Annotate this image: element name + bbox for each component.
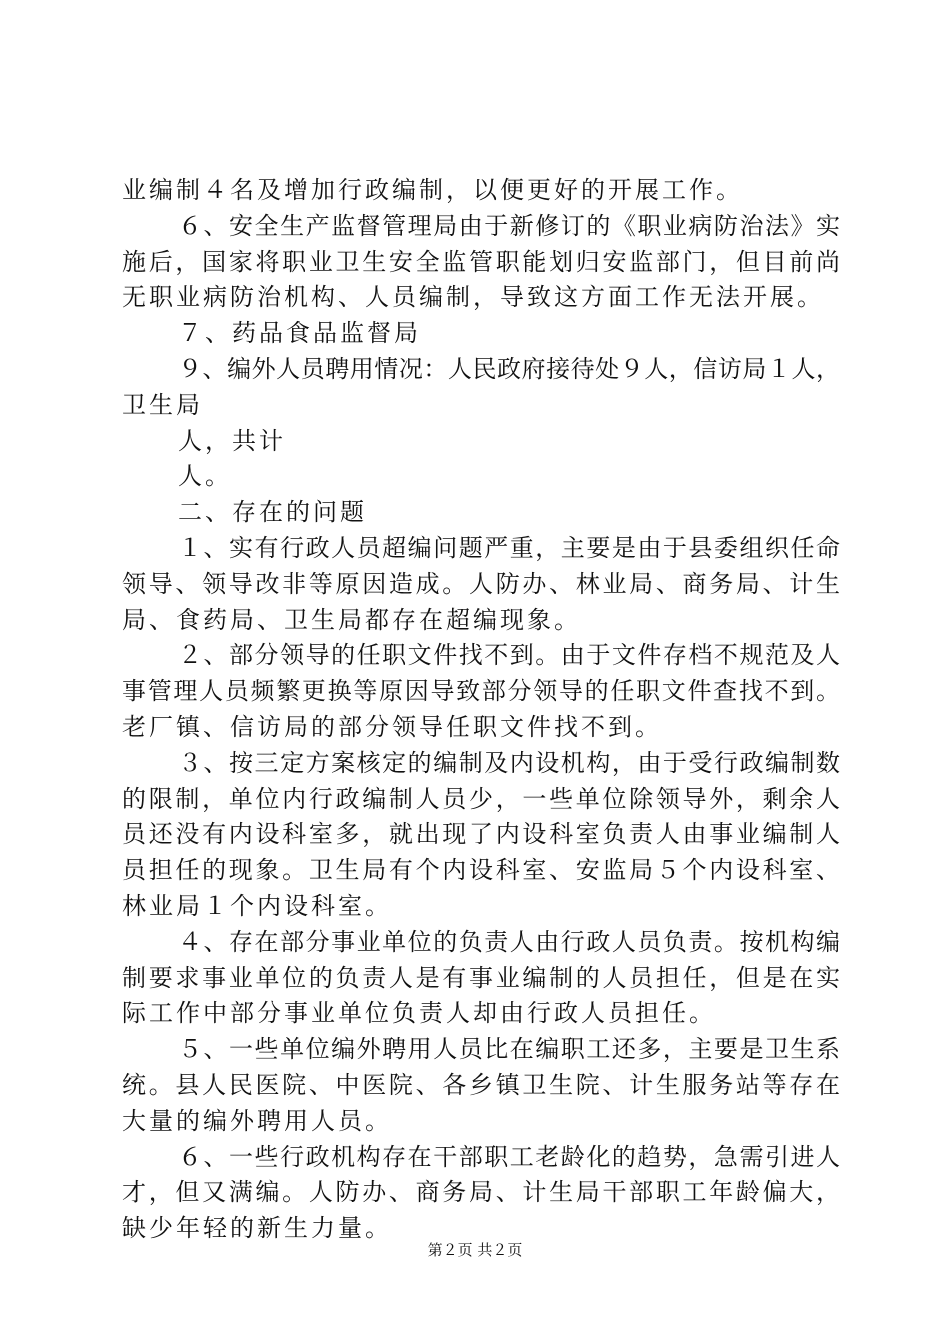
- text-line: １、实有行政人员超编问题严重，主要是由于县委组织任命: [178, 534, 840, 562]
- text-line: 统。县人民医院、中医院、各乡镇卫生院、计生服务站等存在: [122, 1071, 840, 1099]
- text-line: ５、一些单位编外聘用人员比在编职工还多，主要是卫生系: [178, 1035, 840, 1064]
- text-line: 的限制，单位内行政编制人员少，一些单位除领导外，剩余人: [122, 784, 840, 813]
- text-line: 事管理人员频繁更换等原因导致部分领导的任职文件查找不到。: [122, 677, 840, 706]
- text-line: ６、一些行政机构存在干部职工老龄化的趋势，急需引进人: [178, 1142, 840, 1171]
- text-line: ２、部分领导的任职文件找不到。由于文件存档不规范及人: [178, 641, 840, 670]
- text-line: ７、药品食品监督局: [178, 319, 421, 348]
- text-line: 员担任的现象。卫生局有个内设科室、安监局５个内设科室、: [122, 856, 840, 885]
- page-footer: 第２页 共２页: [427, 1241, 523, 1259]
- text-line: 领导、领导改非等原因造成。人防办、林业局、商务局、计生: [122, 569, 840, 598]
- text-line: ６、安全生产监督管理局由于新修订的《职业病防治法》实: [178, 211, 840, 240]
- text-line: 业编制４名及增加行政编制，以便更好的开展工作。: [122, 176, 743, 204]
- text-line: ４、存在部分事业单位的负责人由行政人员负责。按机构编: [178, 927, 840, 956]
- text-line: 人，共计: [178, 426, 286, 455]
- text-line: 际工作中部分事业单位负责人却由行政人员担任。: [122, 999, 716, 1028]
- text-line: 才，但又满编。人防办、商务局、计生局干部职工年龄偏大，: [122, 1178, 840, 1207]
- text-line: 施后，国家将职业卫生安全监管职能划归安监部门，但目前尚: [122, 247, 840, 276]
- text-line: 二、存在的问题: [178, 498, 367, 527]
- text-line: 无职业病防治机构、人员编制，导致这方面工作无法开展。: [122, 283, 824, 312]
- text-line: 林业局１个内设科室。: [122, 892, 392, 920]
- text-line: 员还没有内设科室多，就出现了内设科室负责人由事业编制人: [122, 820, 840, 849]
- text-line: 大量的编外聘用人员。: [122, 1106, 392, 1135]
- text-line: ３、按三定方案核定的编制及内设机构，由于受行政编制数: [178, 748, 840, 777]
- text-line: 卫生局: [122, 390, 203, 419]
- text-line: 局、食药局、卫生局都存在超编现象。: [122, 605, 581, 634]
- text-line: 老厂镇、信访局的部分领导任职文件找不到。: [122, 713, 662, 741]
- text-line: 缺少年轻的新生力量。: [122, 1214, 392, 1243]
- text-line: ９、编外人员聘用情况：人民政府接待处９人，信访局１人，: [178, 355, 840, 383]
- text-line: 人。: [178, 462, 232, 491]
- text-line: 制要求事业单位的负责人是有事业编制的人员担任，但是在实: [122, 963, 840, 992]
